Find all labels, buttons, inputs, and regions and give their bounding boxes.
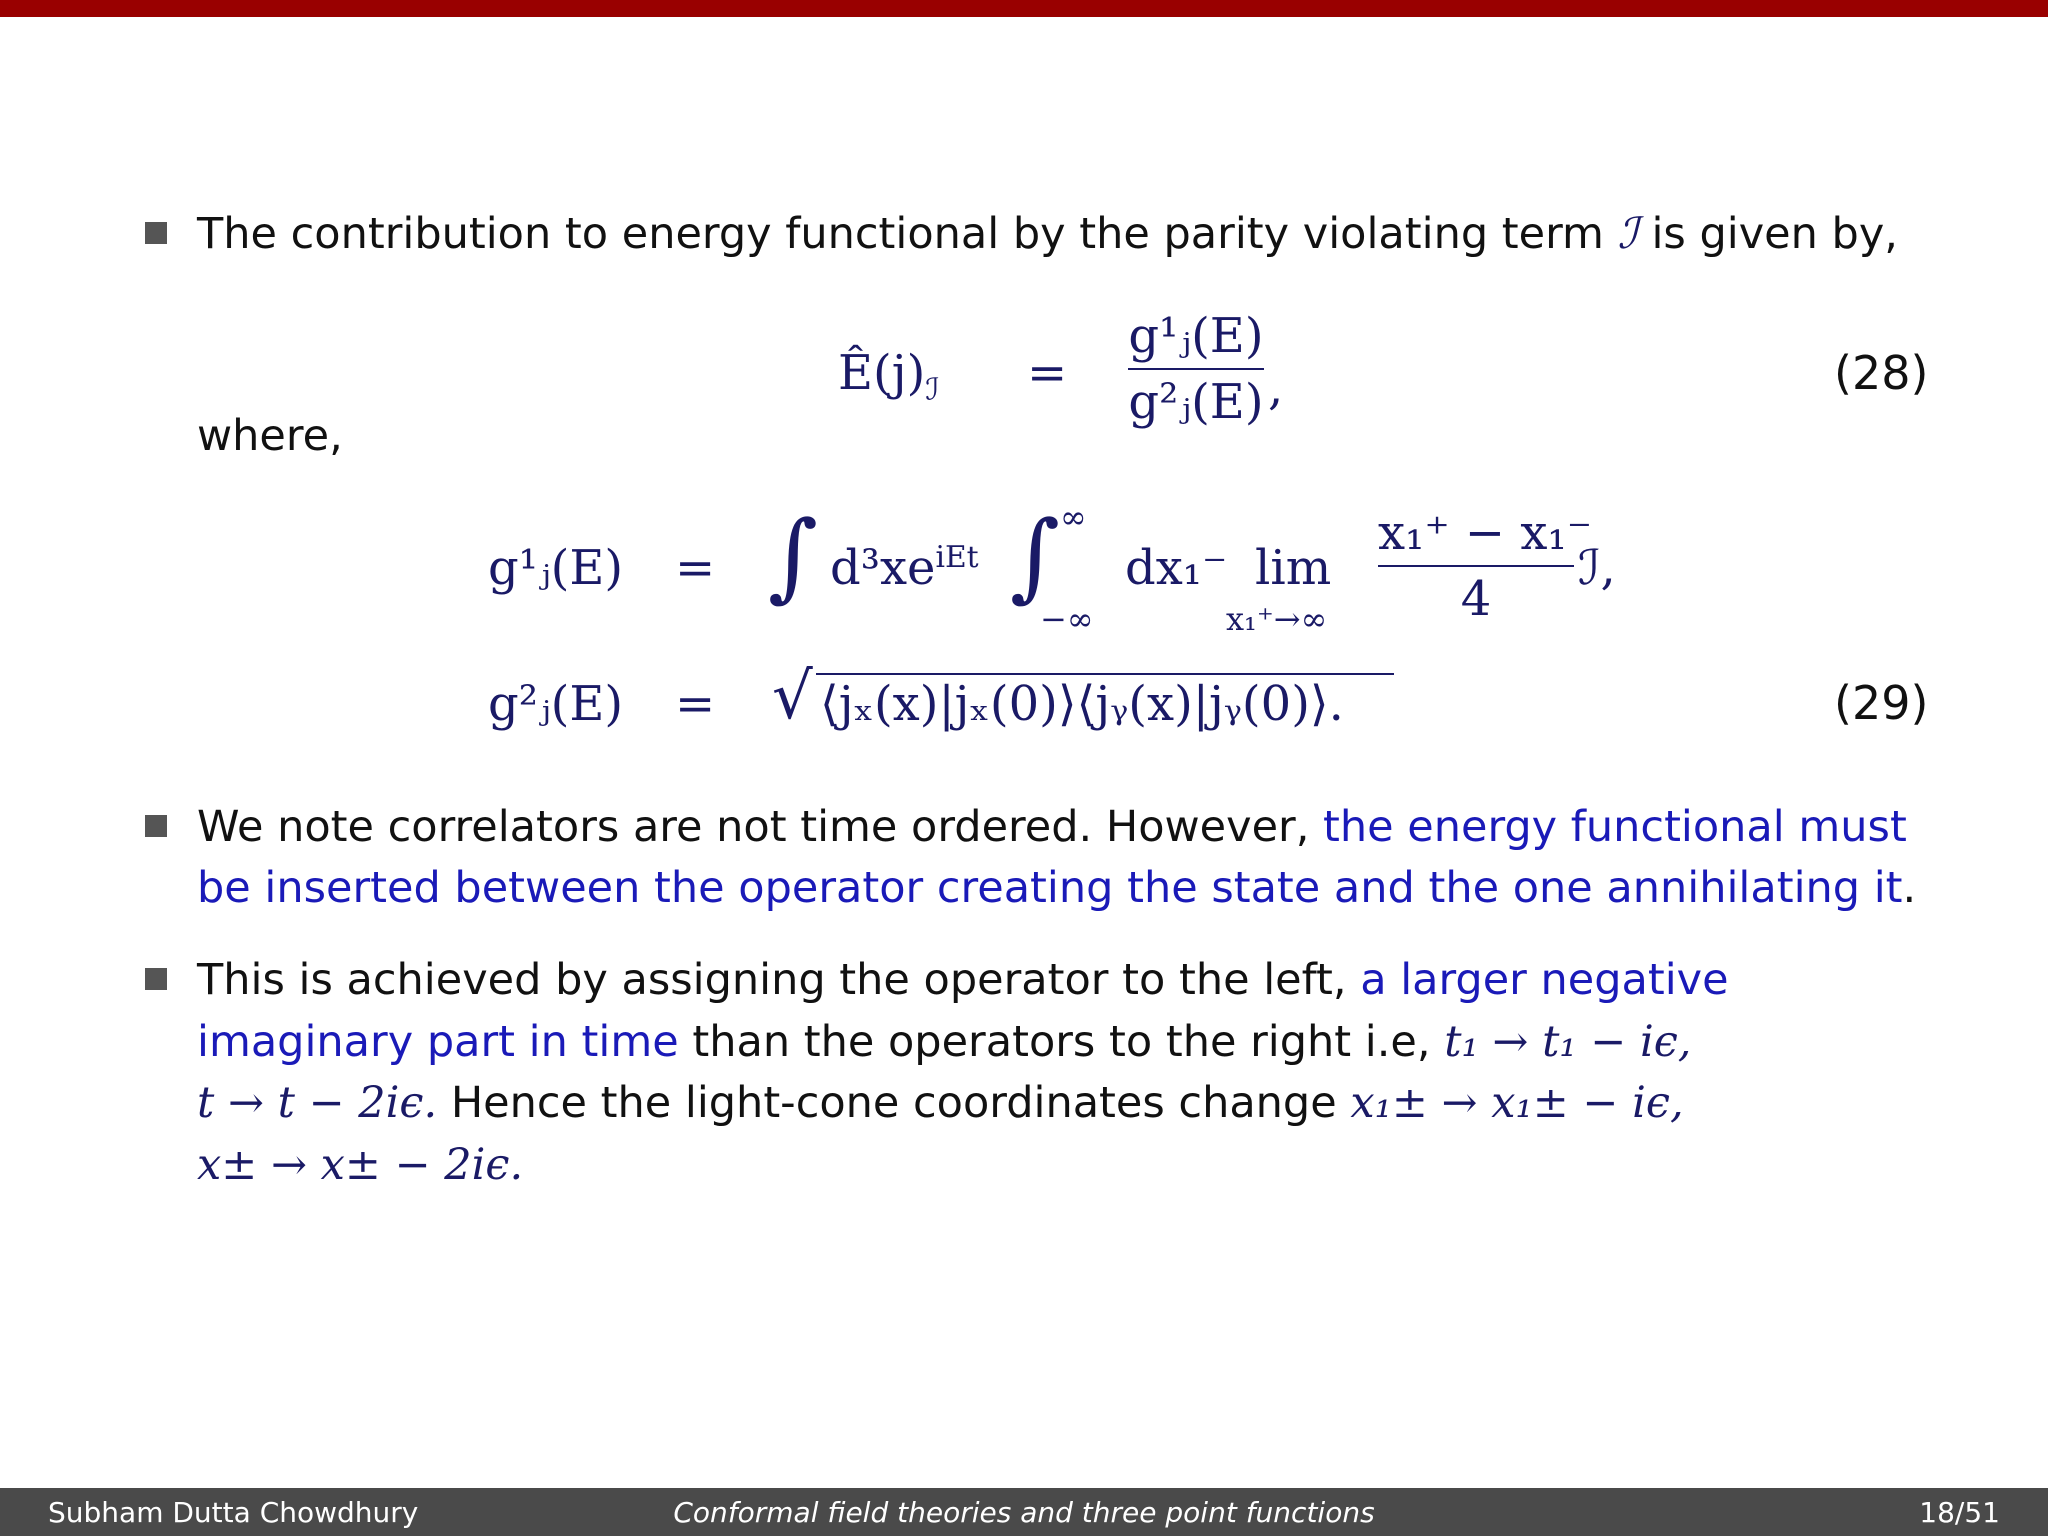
equation-number-28: (28) <box>1834 346 1929 400</box>
time-shift-t1: t₁ → t₁ − iϵ, <box>1444 1017 1692 1067</box>
footer-bar <box>0 1488 2048 1536</box>
lightcone-shift-x1: x₁± → x₁± − iϵ, <box>1350 1078 1684 1128</box>
sqrt-sign: √ <box>772 660 813 734</box>
bullet-marker-2 <box>145 815 167 837</box>
bullet-2-highlight-2: be inserted between the operator creating the state and the one annihilating it <box>197 863 1903 913</box>
eq28-comma: , <box>1268 360 1284 416</box>
lightcone-denominator: 4 <box>1460 571 1492 627</box>
footer-title: Conformal field theories and three point functions <box>673 1496 1375 1529</box>
integral-sign-2: ∫ <box>1010 500 1061 612</box>
bullet-3-line-3: t → t − 2iϵ. Hence the light-cone coordinates change x₁± → x₁± − iϵ, <box>197 1078 1684 1128</box>
lightcone-shift-x: x± → x± − 2iϵ. <box>197 1140 524 1190</box>
g1-equals: = <box>675 540 716 596</box>
bullet-1-pre: The contribution to energy functional by the parity violating term <box>197 209 1604 259</box>
lightcone-fraction-bar <box>1378 565 1574 567</box>
integral-upper-limit: ∞ <box>1060 498 1087 536</box>
parity-term-symbol: ℐ <box>1617 209 1638 259</box>
equation-number-29: (29) <box>1834 676 1929 730</box>
bullet-3-line-2: imaginary part in time than the operators to the right i.e, t₁ → t₁ − iϵ, <box>197 1017 1692 1067</box>
bullet-2-highlight-1: the energy functional must <box>1323 802 1907 852</box>
g1-lhs: g¹ⱼ(E) <box>488 540 624 596</box>
dx-term: dx₁⁻ <box>1125 540 1228 596</box>
limit-operator: lim <box>1255 540 1332 596</box>
lightcone-fraction <box>1378 505 1593 627</box>
g1-integrand: $d^3xe^{iEt}$ <box>830 540 979 596</box>
bullet-1-post: is given by, <box>1651 209 1898 259</box>
bullet-3-highlight-1: a larger negative <box>1360 955 1729 1005</box>
bullet-1-text <box>197 204 1898 265</box>
bullet-3-line-4 <box>197 1135 523 1196</box>
eq28-equals: = <box>1027 345 1068 401</box>
time-shift-t: t → t − 2iϵ. <box>197 1078 438 1128</box>
g1-tail: ℐ, <box>1578 540 1616 596</box>
g2-lhs: g²ⱼ(E) <box>488 676 624 732</box>
eq28-lhs: $Ê(j)_ℐ$ <box>838 345 940 408</box>
integral-lower-limit: −∞ <box>1040 600 1094 638</box>
eq28-fraction-bar <box>1128 368 1264 370</box>
limit-subscript: x₁⁺→∞ <box>1226 600 1328 638</box>
bullet-3-highlight-2: imaginary part in time <box>197 1017 679 1067</box>
eq28-fraction <box>1128 308 1264 430</box>
eq28-denominator: g²ⱼ(E) <box>1128 374 1264 430</box>
where-label: where, <box>197 411 343 461</box>
bullet-2-line-2: be inserted between the operator creating the state and the one annihilating it. <box>197 863 1917 913</box>
integral-sign-1: ∫ <box>768 500 819 612</box>
bullet-marker-1 <box>145 222 167 244</box>
top-accent-bar <box>0 0 2048 17</box>
bullet-marker-3 <box>145 968 167 990</box>
sqrt-overline <box>816 673 1394 675</box>
footer-page-number: 18/51 <box>1919 1496 2000 1529</box>
bullet-3-line-1: This is achieved by assigning the operator to the left, a larger negative <box>197 955 1729 1005</box>
lightcone-numerator: x₁⁺ − x₁⁻ <box>1378 505 1593 561</box>
g2-rhs: ⟨jₓ(x)|jₓ(0)⟩⟨jᵧ(x)|jᵧ(0)⟩. <box>820 676 1344 732</box>
g2-equals: = <box>675 676 716 732</box>
eq28-numerator: g¹ⱼ(E) <box>1128 308 1264 364</box>
footer-author: Subham Dutta Chowdhury <box>48 1496 419 1529</box>
bullet-2-line-1: We note correlators are not time ordered. However, the energy functional must <box>197 802 1907 852</box>
